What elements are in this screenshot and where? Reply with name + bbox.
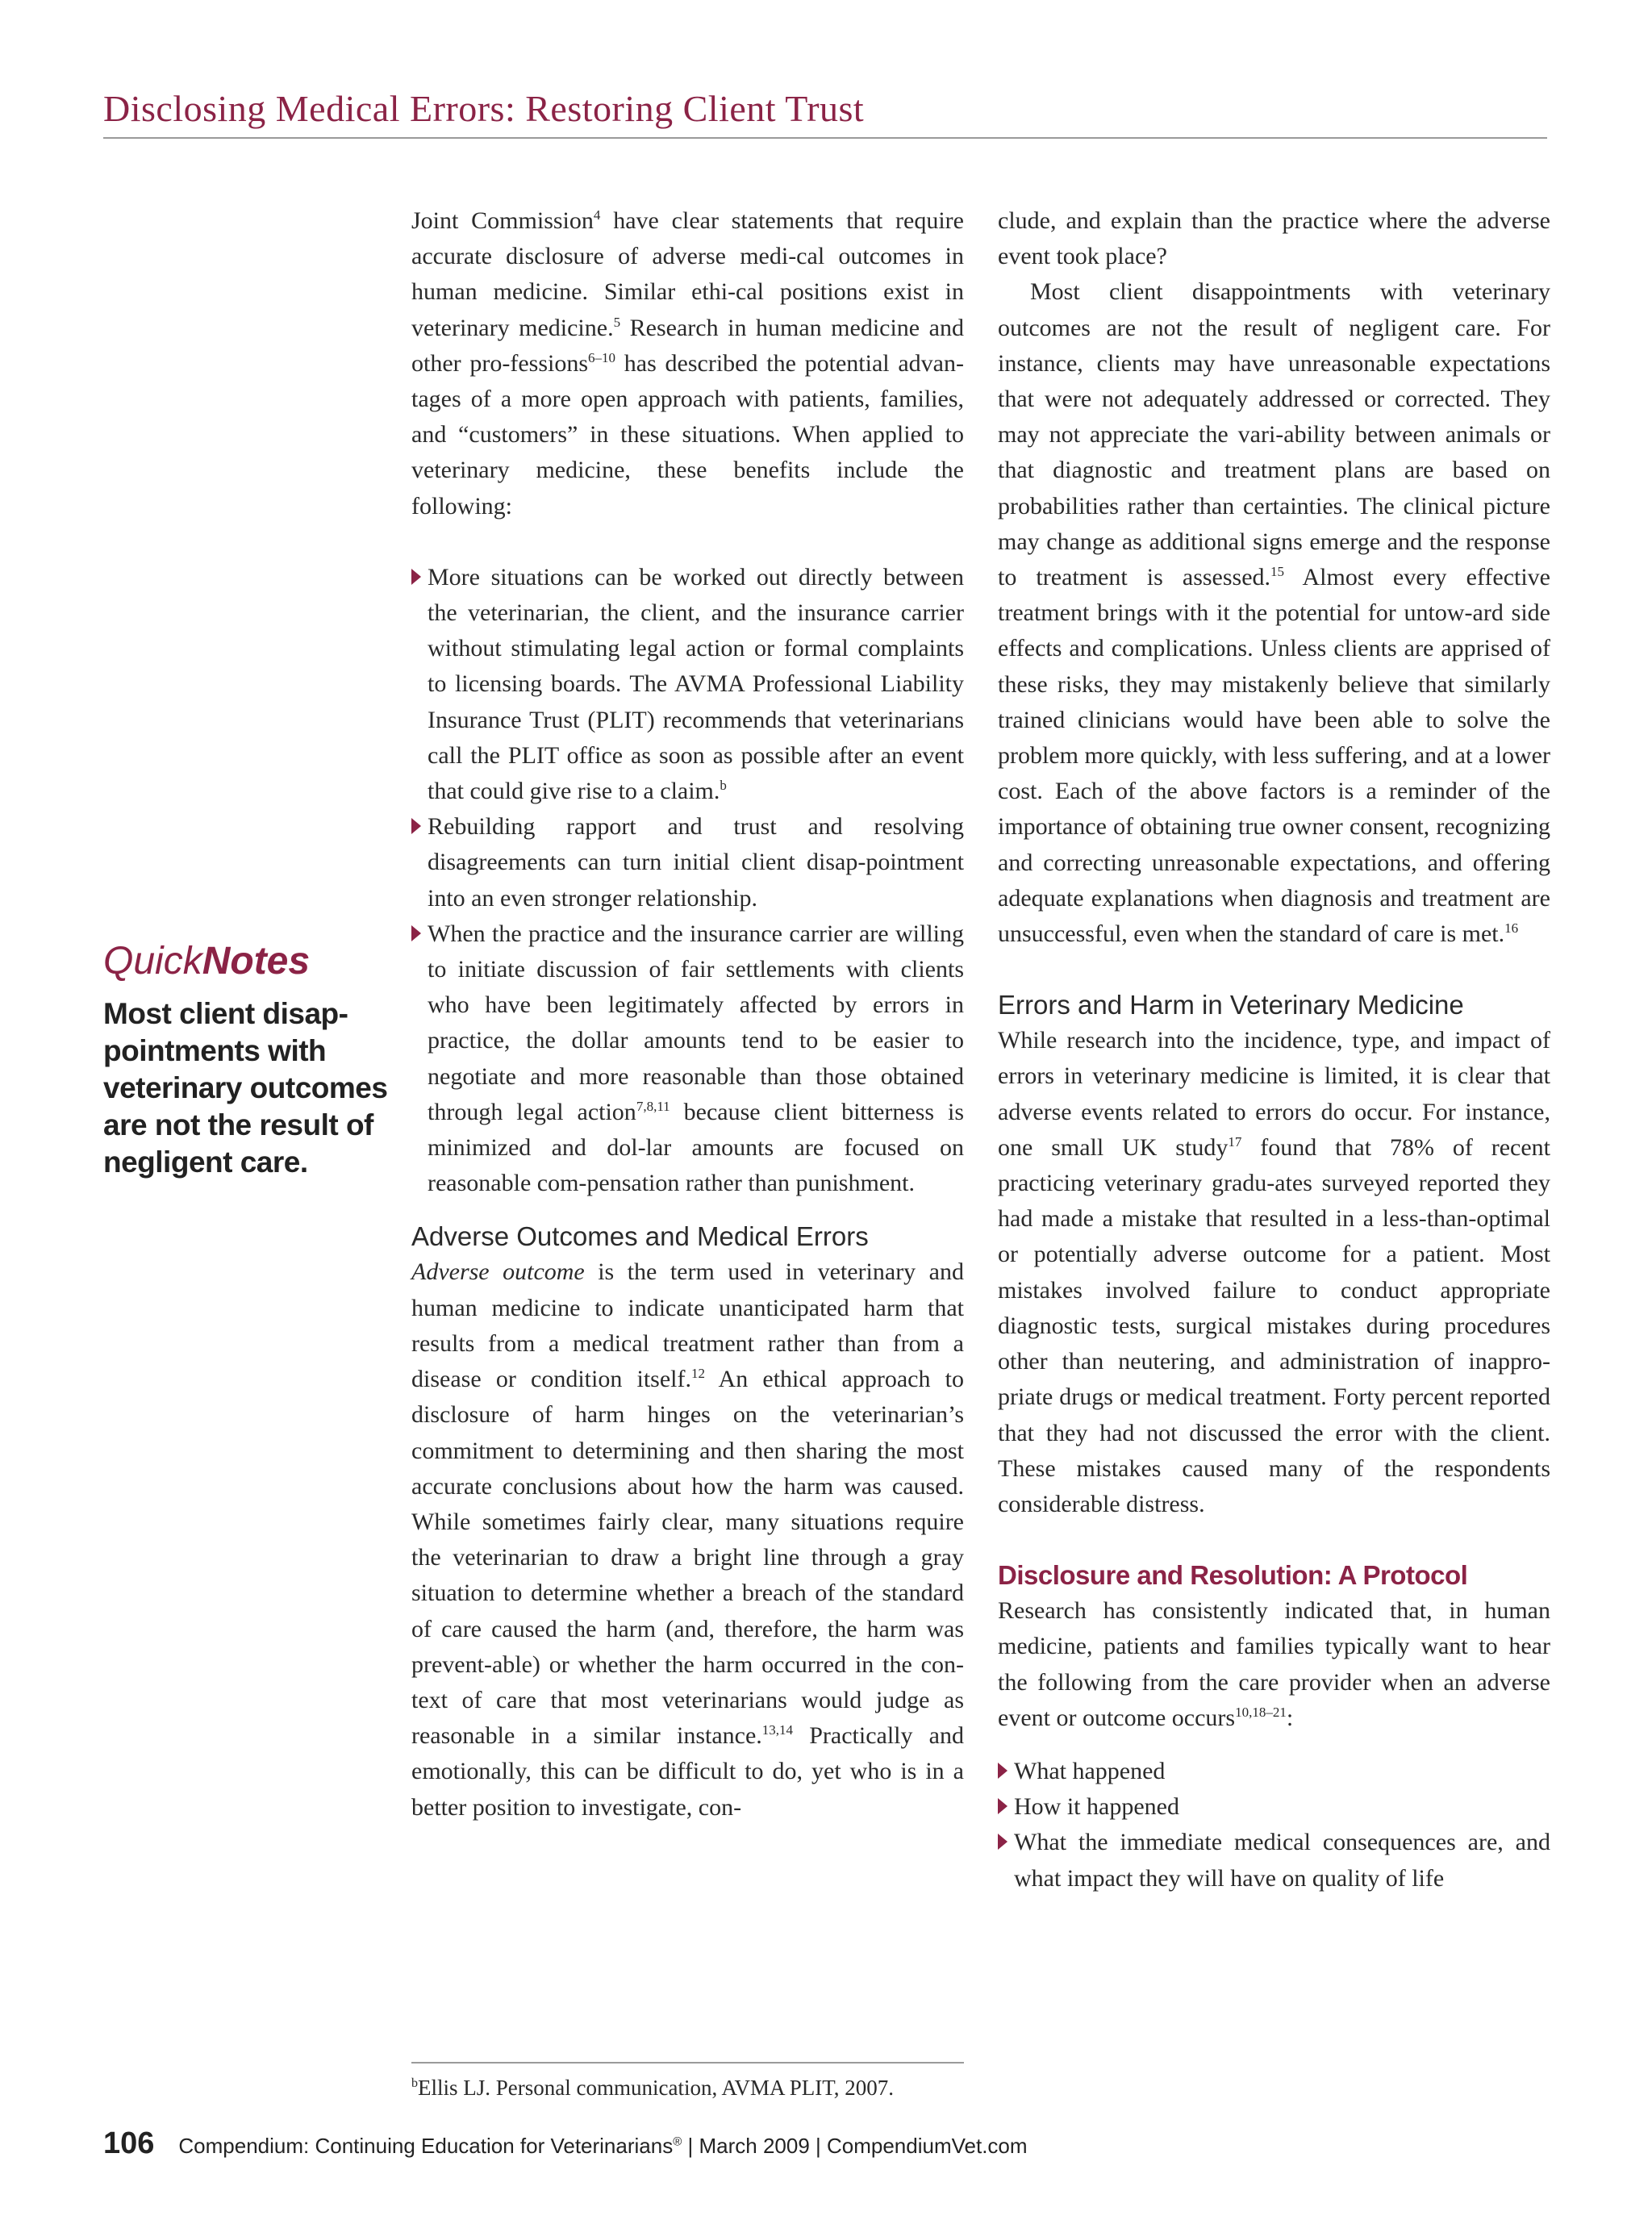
text-run: Most client disappointments with veterinary outcomes are not the result of negligent care. For instance, clients may have unreasonable expectations that were not adequately addressed or corrected. They may not appreciate the vari-ability between animals or that diagnostic and treatment plans are based on probabilities rather than certainties. The clinical picture may change as additional signs emerge and the response to treatment is assessed.	[998, 278, 1550, 591]
text-run: What the immediate medical consequences are, and what impact they will have on quality of life	[1014, 1829, 1550, 1892]
text-run: How it happened	[1014, 1793, 1179, 1821]
registered-mark: ®	[673, 2134, 682, 2149]
text-run: More situations can be worked out directly between the veterinarian, the client, and the insurance carrier without stimulating legal action or formal complaints to licensing boards. The AVMA Professional Liability Insurance Trust (PLIT) recommends that veterinarians call the PLIT office as soon as possible after an event that could give rise to a claim.	[428, 563, 964, 805]
bullet-triangle-icon	[998, 1763, 1007, 1779]
citation-sup: 10,18–21	[1235, 1704, 1287, 1720]
citation-sup: 16	[1504, 920, 1519, 937]
footer-text: Compendium: Continuing Education for Veterinarians	[178, 2134, 674, 2158]
column-left	[411, 203, 964, 1826]
paragraph	[411, 1254, 964, 1825]
section-heading-errors-harm: Errors and Harm in Veterinary Medicine	[998, 990, 1464, 1020]
list-item	[998, 1825, 1550, 1896]
paragraph	[998, 274, 1550, 952]
footnote-ref: b	[720, 778, 727, 794]
paragraph	[411, 203, 964, 524]
bullet-triangle-icon	[998, 1834, 1007, 1850]
page-footer	[103, 2126, 1028, 2161]
text-run: When the practice and the insurance carrier are willing to initiate discussion of fair settlements with clients who have been legitimately affected by errors in practice, the dollar amounts tend to be easier to negotiate and more reasonable than those obtained through legal action	[428, 920, 964, 1125]
quicknotes-title-light: Quick	[103, 940, 202, 983]
text-run: An ethical approach to disclosure of harm hinges on the veterinarian’s commitment to determining and then sharing the most accurate conclusions about how the harm was caused. While sometimes fairly clear, many situations require the veterinarian to draw a bright line through a gray situation to determine whether a breach of the standard of care caused the harm (and, therefore, the harm was prevent-able) or whether the harm occurred in the con-text of care that most veterinarians would judge as reasonable in a similar instance.	[411, 1366, 964, 1750]
paragraph	[998, 1023, 1550, 1522]
text-run: Almost every effective treatment brings with it the potential for untow-ard side effects and complications. Unless clients are apprised of these risks, they may mistakenly believe that similarly trained clinicians would have been able to solve the problem more quickly, with less suffering, and at a lower cost. Each of the above factors is a reminder of the importance of obtaining true owner consent, recognizing and correcting unreasonable expectations, and offering adequate explanations when diagnosis and treatment are unsuccessful, even when the standard of care is met.	[998, 564, 1550, 948]
patient-wants-list	[998, 1754, 1550, 1897]
footnote-marker: b	[411, 2076, 418, 2090]
section-heading-disclosure-protocol: Disclosure and Resolution: A Protocol	[998, 1560, 1468, 1591]
bullet-triangle-icon	[411, 569, 421, 585]
text-run: Research in human medicine and other pro-fessions	[411, 314, 964, 377]
citation-sup: 4	[593, 207, 601, 223]
benefits-list	[411, 560, 964, 1202]
bullet-triangle-icon	[998, 1798, 1007, 1814]
citation-sup: 5	[613, 314, 621, 330]
text-run: have clear statements that require accurate disclosure of adverse medi-cal outcomes in human medicine. Similar ethi-cal positions exist in veterinary medicine.	[411, 207, 964, 341]
text-run: Joint Commission	[411, 207, 594, 234]
text-run: has described the potential advan-tages of a more open approach with patients, families, and “customers” in these situations. When applied to veterinary medicine, these benefits include the following:	[411, 349, 964, 520]
text-run: Rebuilding rapport and trust and resolving disagreements can turn initial client disap-pointment into an even stronger relationship.	[428, 813, 964, 912]
paragraph: clude, and explain than the practice where the adverse event took place?	[998, 207, 1550, 270]
list-item	[411, 560, 964, 809]
footer-text-rest: | March 2009 | CompendiumVet.com	[682, 2134, 1028, 2158]
citation-sup: 15	[1270, 564, 1285, 580]
text-run: Research has consistently indicated that, in human medicine, patients and families typically want to hear the following from the care provider when an adverse event or outcome occurs	[998, 1597, 1550, 1731]
footnote-text: Ellis LJ. Personal communication, AVMA PLIT, 2007.	[418, 2076, 894, 2100]
footnote	[411, 2070, 964, 2105]
text-run: While research into the incidence, type, and impact of errors in veterinary medicine is limited, it is clear that adverse events related to errors do occur. For instance, one small UK study	[998, 1027, 1550, 1161]
text-run: Practically and emotionally, this can be difficult to do, yet who is in a better position to investigate, con-	[411, 1722, 964, 1821]
list-item	[998, 1754, 1550, 1789]
citation-sup: 17	[1228, 1133, 1242, 1150]
quicknotes-title	[103, 942, 394, 981]
column-right	[998, 203, 1550, 1897]
quicknotes-sidebar	[103, 942, 394, 1181]
citation-sup: 12	[691, 1366, 705, 1382]
list-item	[411, 809, 964, 916]
text-run: :	[1286, 1704, 1294, 1731]
quicknotes-body: Most client disap-pointments with veterinary outcomes are not the result of negligent care.	[103, 997, 388, 1179]
text-run: because client bitterness is minimized and dol-lar amounts are focused on reasonable com-pensation rather than punishment.	[428, 1098, 964, 1197]
bullet-triangle-icon	[411, 925, 421, 941]
text-run: found that 78% of recent practicing veterinary gradu-ates surveyed reported they had made a mistake that resulted in a less-than-optimal or potentially adverse outcome for a patient. Most mistakes involved failure to conduct appropriate diagnostic tests, surgical mistakes during procedures other than neutering, and administration of inappro-priate drugs or medical treatment. Forty percent reported that they had not discussed the error with the client. These mistakes caused many of the respondents considerable distress.	[998, 1133, 1550, 1517]
citation-sup: 13,14	[761, 1722, 794, 1738]
citation-sup: 6–10	[588, 349, 616, 365]
emphasis-term: Adverse outcome	[411, 1258, 585, 1286]
header-divider	[103, 137, 1547, 139]
text-run: What happened	[1014, 1757, 1166, 1784]
paragraph	[998, 1593, 1550, 1736]
citation-sup: 7,8,11	[636, 1098, 670, 1114]
quicknotes-title-bold: Notes	[202, 940, 311, 983]
section-heading-adverse-outcomes: Adverse Outcomes and Medical Errors	[411, 1221, 869, 1252]
list-item	[411, 916, 964, 1202]
list-item	[998, 1789, 1550, 1825]
text-run: is the term used in veterinary and human medicine to indicate unanticipated harm that results from a medical treatment rather than from a disease or condition itself.	[411, 1258, 964, 1393]
footnote-divider	[411, 2062, 964, 2064]
bullet-triangle-icon	[411, 818, 421, 834]
page-header-title: Disclosing Medical Errors: Restoring Client Trust	[103, 88, 865, 129]
page-number: 106	[103, 2126, 155, 2160]
